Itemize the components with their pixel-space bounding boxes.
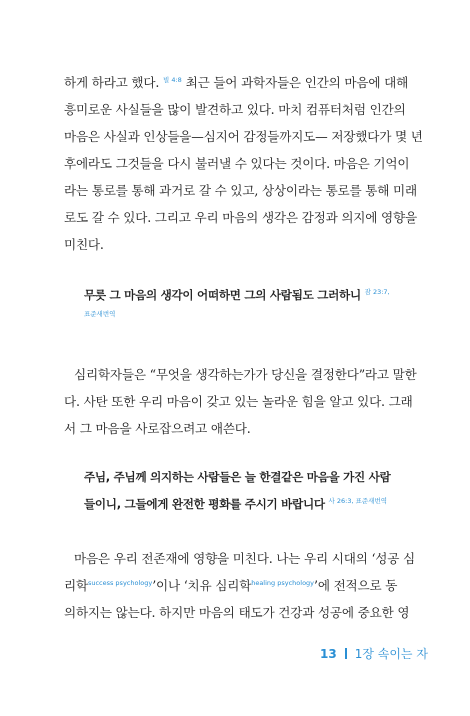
- paragraph-line: 후에라도 그것들을 다시 불러낼 수 있다는 것이다. 마음은 기억이: [64, 156, 410, 171]
- chapter-title: 1장 속이는 자: [354, 647, 428, 661]
- paragraph-line: 마음은 사실과 인상들을—심지어 감정들까지도— 저장했다가 몇 년: [64, 129, 423, 144]
- scripture-reference: 사 26:3, 표준새번역: [328, 497, 388, 506]
- scripture-translation: 표준새번역: [84, 310, 116, 318]
- paragraph-line: 다. 사탄 또한 우리 마음이 갖고 있는 놀라운 힘을 알고 있다. 그래: [64, 394, 413, 409]
- paragraph-line: 라는 통로를 통해 과거로 갈 수 있고, 상상이라는 통로를 통해 미래: [64, 183, 417, 198]
- paragraph-line: [64, 575, 414, 594]
- text-span: 최근 들어 과학자들은 인간의 마음에 대해: [181, 75, 409, 90]
- paragraph-line: 마음은 우리 전존재에 영향을 미친다. 나는 우리 시대의 ‘성공 심: [74, 551, 415, 566]
- scripture-reference: 빌 4:8: [162, 75, 182, 84]
- scripture-reference: 잠 23:7,: [364, 288, 390, 297]
- text-span: 리학: [64, 578, 88, 593]
- page-number: 13: [320, 647, 337, 661]
- paragraph-line: 로도 갈 수 있다. 그리고 우리 마음의 생각은 감정과 의지에 영향을: [64, 210, 417, 225]
- paragraph-line: 심리학자들은 “무엇을 생각하는가가 당신을 결정한다”라고 말한: [74, 367, 417, 382]
- quote-text: 무릇 그 마음의 생각이 어떠하면 그의 사람됨도 그러하니: [84, 288, 361, 302]
- text-span: 하게 하라고 했다.: [64, 75, 160, 90]
- term-annotation: healing psychology: [251, 578, 315, 587]
- text-span: ’에 전적으로 동: [314, 578, 398, 593]
- quote-text: 들이니, 그들에게 완전한 평화를 주시기 바랍니다: [84, 497, 325, 511]
- paragraph-line: [64, 72, 414, 91]
- page-footer: [320, 645, 428, 662]
- paragraph-line: 서 그 마음을 사로잡으려고 애쓴다.: [64, 421, 251, 436]
- scripture-quote: [84, 287, 390, 303]
- footer-divider: [345, 648, 347, 659]
- term-annotation: success psychology: [87, 578, 153, 587]
- paragraph-line: 의하지는 않는다. 하지만 마음의 태도가 건강과 성공에 중요한 영: [64, 605, 410, 620]
- scripture-quote: [84, 496, 387, 512]
- text-span: ’이나 ‘치유 심리학: [152, 578, 252, 593]
- scripture-quote: 주님, 주님께 의지하는 사람들은 늘 한결같은 마음을 가진 사람: [84, 470, 391, 484]
- paragraph-line: 미친다.: [64, 237, 104, 252]
- paragraph-line: 흥미로운 사실들을 많이 발견하고 있다. 마치 컴퓨터처럼 인간의: [64, 102, 406, 117]
